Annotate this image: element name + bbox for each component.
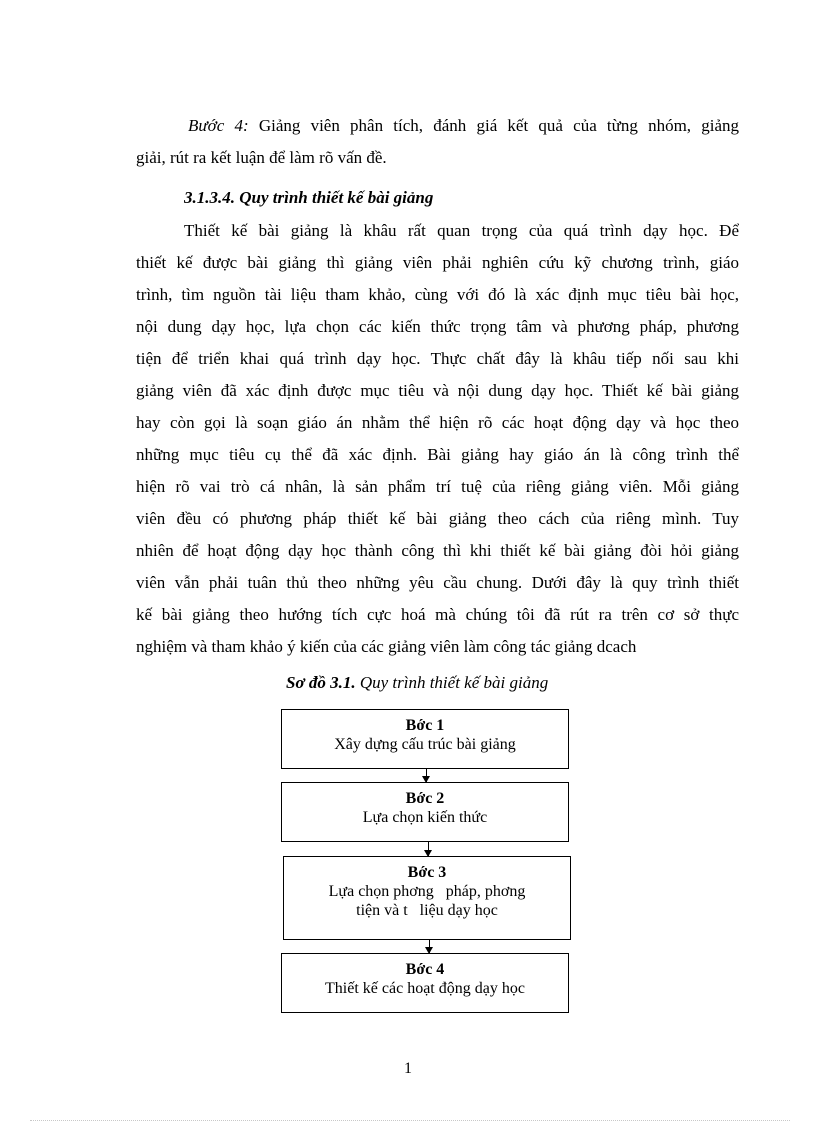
step-title: Bớc 2 [405, 790, 445, 807]
paragraph-line: những mục tiêu cụ thể đã xác định. Bài giảng hay giáo án là công trình thể [136, 445, 739, 464]
caption-title: Quy trình thiết kế bài giảng [355, 673, 549, 692]
step-title: Bớc 4 [405, 961, 445, 978]
intro-line-2: giải, rút ra kết luận để làm rõ vấn đề. [136, 148, 387, 167]
step-title: Bớc 3 [407, 864, 447, 881]
paragraph-line: nghiệm và tham khảo ý kiến của các giảng viên làm công tác giảng dcach [136, 637, 637, 656]
flow-step-2 [281, 782, 569, 842]
paragraph-line: nội dung dạy học, lựa chọn các kiến thức trọng tâm và phương pháp, phương [136, 317, 739, 336]
footer-divider [30, 1120, 790, 1121]
step-label: Bước 4: [188, 116, 249, 135]
paragraph-line: nhiên để hoạt động dạy học thành công thì khi thiết kế bài giảng đòi hỏi giảng [136, 541, 739, 560]
caption-label: Sơ đồ 3.1. [286, 673, 356, 692]
flow-step-1 [281, 709, 569, 769]
page-number: 1 [404, 1060, 412, 1077]
flow-arrow [426, 769, 427, 782]
flow-arrow [428, 842, 429, 856]
intro-text: Giảng viên phân tích, đánh giá kết quả của từng nhóm, giảng [248, 116, 739, 135]
diagram-caption [286, 672, 548, 694]
flow-arrow [429, 940, 430, 953]
step-description: Lựa chọn kiến thức [362, 809, 488, 826]
paragraph-line: thiết kế được bài giảng thì giảng viên phải nghiên cứu kỹ chương trình, giáo [136, 253, 739, 272]
step-description: Xây dựng cấu trúc bài giảng [334, 736, 516, 753]
step-description: Lựa chọn phơng pháp, phơng tiện và t liệu dạy học [328, 883, 526, 919]
section-heading: 3.1.3.4. Quy trình thiết kế bài giảng [184, 188, 434, 207]
step-title: Bớc 1 [405, 717, 445, 734]
paragraph-line: giảng viên đã xác định được mục tiêu và nội dung dạy học. Thiết kế bài giảng [136, 381, 739, 400]
paragraph-line: trình, tìm nguồn tài liệu tham khảo, cùng với đó là xác định mục tiêu bài học, [136, 285, 739, 304]
paragraph-line: viên vẫn phải tuân thủ theo những yêu cầu chung. Dưới đây là quy trình thiết [136, 573, 739, 592]
paragraph-line: kế bài giảng theo hướng tích cực hoá mà chúng tôi đã rút ra trên cơ sở thực [136, 605, 739, 624]
paragraph-line: viên đều có phương pháp thiết kế bài giảng theo cách của riêng mình. Tuy [136, 509, 739, 528]
paragraph-line: Thiết kế bài giảng là khâu rất quan trọng của quá trình dạy học. Để [184, 221, 739, 240]
paragraph-line: hay còn gọi là soạn giáo án nhằm thể hiện rõ các hoạt động dạy và học theo [136, 413, 739, 432]
flow-step-3 [283, 856, 571, 940]
intro-line-1 [188, 115, 739, 137]
paragraph-line: hiện rõ vai trò cá nhân, là sản phẩm trí tuệ của riêng giảng viên. Mỗi giảng [136, 477, 739, 496]
step-description: Thiết kế các hoạt động dạy học [325, 980, 525, 997]
paragraph-line: tiện để triển khai quá trình dạy học. Thực chất đây là khâu tiếp nối sau khi [136, 349, 739, 368]
flow-step-4 [281, 953, 569, 1013]
